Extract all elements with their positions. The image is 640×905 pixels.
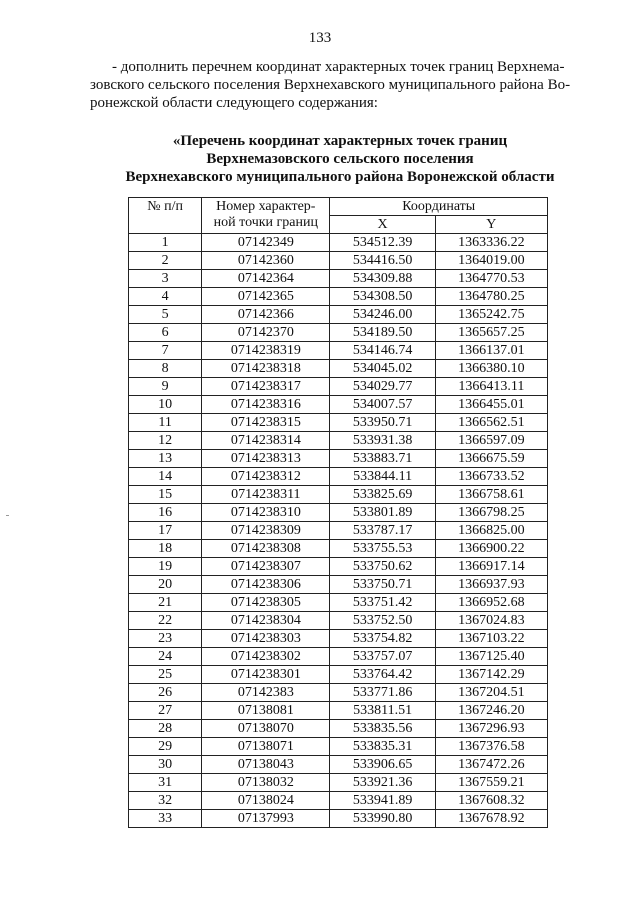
cell-row-number: 22: [129, 612, 202, 630]
cell-row-number: 9: [129, 378, 202, 396]
cell-point-number: 0714238314: [202, 432, 330, 450]
cell-row-number: 2: [129, 252, 202, 270]
cell-x: 534416.50: [330, 252, 435, 270]
cell-x: 533757.07: [330, 648, 435, 666]
page-number: 133: [308, 30, 332, 46]
cell-y: 1366900.22: [435, 540, 547, 558]
cell-y: 1364019.00: [435, 252, 547, 270]
cell-y: 1367608.32: [435, 792, 547, 810]
cell-row-number: 4: [129, 288, 202, 306]
intro-line: ронежской области следующего содержания:: [90, 95, 378, 111]
cell-point-number: 07142366: [202, 306, 330, 324]
cell-point-number: 0714238311: [202, 486, 330, 504]
cell-point-number: 0714238319: [202, 342, 330, 360]
cell-x: 533844.11: [330, 468, 435, 486]
cell-y: 1366380.10: [435, 360, 547, 378]
table-row: [129, 468, 548, 486]
table-row: [129, 810, 548, 828]
cell-x: 534029.77: [330, 378, 435, 396]
cell-y: 1363336.22: [435, 234, 547, 252]
cell-x: 533906.65: [330, 756, 435, 774]
cell-y: 1366413.11: [435, 378, 547, 396]
cell-y: 1366597.09: [435, 432, 547, 450]
cell-point-number: 0714238310: [202, 504, 330, 522]
cell-y: 1366952.68: [435, 594, 547, 612]
table-row: [129, 396, 548, 414]
intro-line: - дополнить перечнем координат характерных точек границ Верхнема-: [112, 59, 565, 75]
cell-y: 1366675.59: [435, 450, 547, 468]
cell-row-number: 32: [129, 792, 202, 810]
cell-point-number: 07138081: [202, 702, 330, 720]
cell-x: 533811.51: [330, 702, 435, 720]
table-row: [129, 576, 548, 594]
cell-y: 1365657.25: [435, 324, 547, 342]
cell-row-number: 21: [129, 594, 202, 612]
cell-row-number: 15: [129, 486, 202, 504]
cell-y: 1367246.20: [435, 702, 547, 720]
cell-point-number: 0714238302: [202, 648, 330, 666]
cell-x: 533835.31: [330, 738, 435, 756]
cell-x: 534189.50: [330, 324, 435, 342]
header-row-number: № п/п: [129, 198, 202, 234]
cell-row-number: 28: [129, 720, 202, 738]
cell-y: 1366137.01: [435, 342, 547, 360]
intro-paragraph: [90, 58, 608, 112]
intro-line: зовского сельского поселения Верхнехавского муниципального района Во-: [90, 77, 571, 93]
cell-point-number: 07142370: [202, 324, 330, 342]
cell-row-number: 5: [129, 306, 202, 324]
cell-point-number: 0714238303: [202, 630, 330, 648]
cell-y: 1364780.25: [435, 288, 547, 306]
cell-x: 533771.86: [330, 684, 435, 702]
cell-row-number: 26: [129, 684, 202, 702]
cell-x: 533950.71: [330, 414, 435, 432]
cell-point-number: 0714238316: [202, 396, 330, 414]
table-row: [129, 774, 548, 792]
cell-point-number: 07142349: [202, 234, 330, 252]
table-row: [129, 414, 548, 432]
cell-point-number: 07142360: [202, 252, 330, 270]
table-row: [129, 252, 548, 270]
cell-y: 1366798.25: [435, 504, 547, 522]
cell-row-number: 1: [129, 234, 202, 252]
table-row: [129, 720, 548, 738]
cell-x: 533751.42: [330, 594, 435, 612]
cell-row-number: 18: [129, 540, 202, 558]
cell-row-number: 30: [129, 756, 202, 774]
cell-y: 1367472.26: [435, 756, 547, 774]
cell-row-number: 29: [129, 738, 202, 756]
cell-row-number: 19: [129, 558, 202, 576]
cell-row-number: 23: [129, 630, 202, 648]
document-title: [80, 132, 600, 186]
cell-row-number: 3: [129, 270, 202, 288]
table-row: [129, 666, 548, 684]
table-row: [129, 288, 548, 306]
title-line: «Перечень координат характерных точек границ: [172, 133, 508, 149]
cell-x: 533801.89: [330, 504, 435, 522]
cell-point-number: 0714238313: [202, 450, 330, 468]
cell-row-number: 11: [129, 414, 202, 432]
cell-point-number: 0714238307: [202, 558, 330, 576]
cell-point-number: 0714238312: [202, 468, 330, 486]
cell-point-number: 07138024: [202, 792, 330, 810]
cell-x: 533835.56: [330, 720, 435, 738]
cell-x: 533764.42: [330, 666, 435, 684]
table-row: [129, 360, 548, 378]
cell-y: 1366733.52: [435, 468, 547, 486]
table-row: [129, 756, 548, 774]
table-row: [129, 540, 548, 558]
cell-row-number: 7: [129, 342, 202, 360]
cell-x: 534308.50: [330, 288, 435, 306]
cell-point-number: 0714238315: [202, 414, 330, 432]
cell-row-number: 27: [129, 702, 202, 720]
cell-y: 1367142.29: [435, 666, 547, 684]
cell-point-number: 07142365: [202, 288, 330, 306]
table-row: [129, 342, 548, 360]
cell-x: 533941.89: [330, 792, 435, 810]
table-row: [129, 234, 548, 252]
cell-point-number: 07137993: [202, 810, 330, 828]
table-row: [129, 270, 548, 288]
cell-x: 534045.02: [330, 360, 435, 378]
cell-x: 534007.57: [330, 396, 435, 414]
cell-point-number: 0714238308: [202, 540, 330, 558]
table-row: [129, 378, 548, 396]
cell-x: 533921.36: [330, 774, 435, 792]
cell-y: 1367024.83: [435, 612, 547, 630]
cell-y: 1367559.21: [435, 774, 547, 792]
table-row: [129, 324, 548, 342]
cell-point-number: 07138043: [202, 756, 330, 774]
header-coordinates: Координаты: [330, 198, 548, 216]
header-x: X: [330, 216, 435, 234]
cell-row-number: 17: [129, 522, 202, 540]
table-row: [129, 432, 548, 450]
margin-mark: [6, 515, 9, 516]
cell-point-number: 0714238306: [202, 576, 330, 594]
cell-x: 533990.80: [330, 810, 435, 828]
cell-y: 1366917.14: [435, 558, 547, 576]
cell-x: 533883.71: [330, 450, 435, 468]
cell-y: 1367103.22: [435, 630, 547, 648]
cell-y: 1366937.93: [435, 576, 547, 594]
header-point-line: ной точки границ: [213, 215, 318, 230]
table-row: [129, 792, 548, 810]
cell-point-number: 0714238309: [202, 522, 330, 540]
header-y: Y: [435, 216, 547, 234]
cell-x: 533750.62: [330, 558, 435, 576]
coordinates-table: [128, 197, 548, 828]
table-row: [129, 558, 548, 576]
table-row: [129, 594, 548, 612]
cell-point-number: 07138032: [202, 774, 330, 792]
title-line: Верхнемазовского сельского поселения: [206, 151, 474, 167]
cell-row-number: 24: [129, 648, 202, 666]
table-row: [129, 486, 548, 504]
cell-y: 1366562.51: [435, 414, 547, 432]
cell-row-number: 20: [129, 576, 202, 594]
cell-point-number: 07142364: [202, 270, 330, 288]
title-line: Верхнехавского муниципального района Воронежской области: [125, 169, 555, 185]
table-header-row: [129, 198, 548, 216]
table-row: [129, 522, 548, 540]
table-row: [129, 306, 548, 324]
cell-row-number: 12: [129, 432, 202, 450]
cell-x: 533931.38: [330, 432, 435, 450]
cell-row-number: 8: [129, 360, 202, 378]
cell-y: 1366455.01: [435, 396, 547, 414]
cell-row-number: 14: [129, 468, 202, 486]
cell-row-number: 33: [129, 810, 202, 828]
cell-row-number: 25: [129, 666, 202, 684]
table-row: [129, 612, 548, 630]
cell-row-number: 31: [129, 774, 202, 792]
cell-y: 1366758.61: [435, 486, 547, 504]
cell-x: 533787.17: [330, 522, 435, 540]
cell-row-number: 16: [129, 504, 202, 522]
cell-y: 1365242.75: [435, 306, 547, 324]
table-row: [129, 450, 548, 468]
cell-x: 534146.74: [330, 342, 435, 360]
cell-y: 1364770.53: [435, 270, 547, 288]
cell-y: 1367296.93: [435, 720, 547, 738]
header-point-number: [202, 198, 330, 234]
cell-point-number: 0714238304: [202, 612, 330, 630]
cell-x: 533825.69: [330, 486, 435, 504]
cell-x: 534246.00: [330, 306, 435, 324]
cell-row-number: 6: [129, 324, 202, 342]
cell-point-number: 0714238317: [202, 378, 330, 396]
cell-y: 1367204.51: [435, 684, 547, 702]
cell-y: 1367376.58: [435, 738, 547, 756]
cell-x: 534512.39: [330, 234, 435, 252]
table-row: [129, 702, 548, 720]
cell-x: 533754.82: [330, 630, 435, 648]
cell-point-number: 0714238305: [202, 594, 330, 612]
table-row: [129, 648, 548, 666]
table-row: [129, 738, 548, 756]
cell-point-number: 07142383: [202, 684, 330, 702]
table-row: [129, 684, 548, 702]
cell-point-number: 07138071: [202, 738, 330, 756]
cell-row-number: 13: [129, 450, 202, 468]
table-row: [129, 630, 548, 648]
cell-x: 534309.88: [330, 270, 435, 288]
cell-x: 533755.53: [330, 540, 435, 558]
cell-y: 1366825.00: [435, 522, 547, 540]
cell-y: 1367678.92: [435, 810, 547, 828]
cell-row-number: 10: [129, 396, 202, 414]
cell-point-number: 0714238301: [202, 666, 330, 684]
cell-y: 1367125.40: [435, 648, 547, 666]
cell-x: 533752.50: [330, 612, 435, 630]
cell-point-number: 0714238318: [202, 360, 330, 378]
table-body: [129, 234, 548, 828]
cell-point-number: 07138070: [202, 720, 330, 738]
header-point-line: Номер характер-: [216, 199, 316, 214]
cell-x: 533750.71: [330, 576, 435, 594]
table-row: [129, 504, 548, 522]
